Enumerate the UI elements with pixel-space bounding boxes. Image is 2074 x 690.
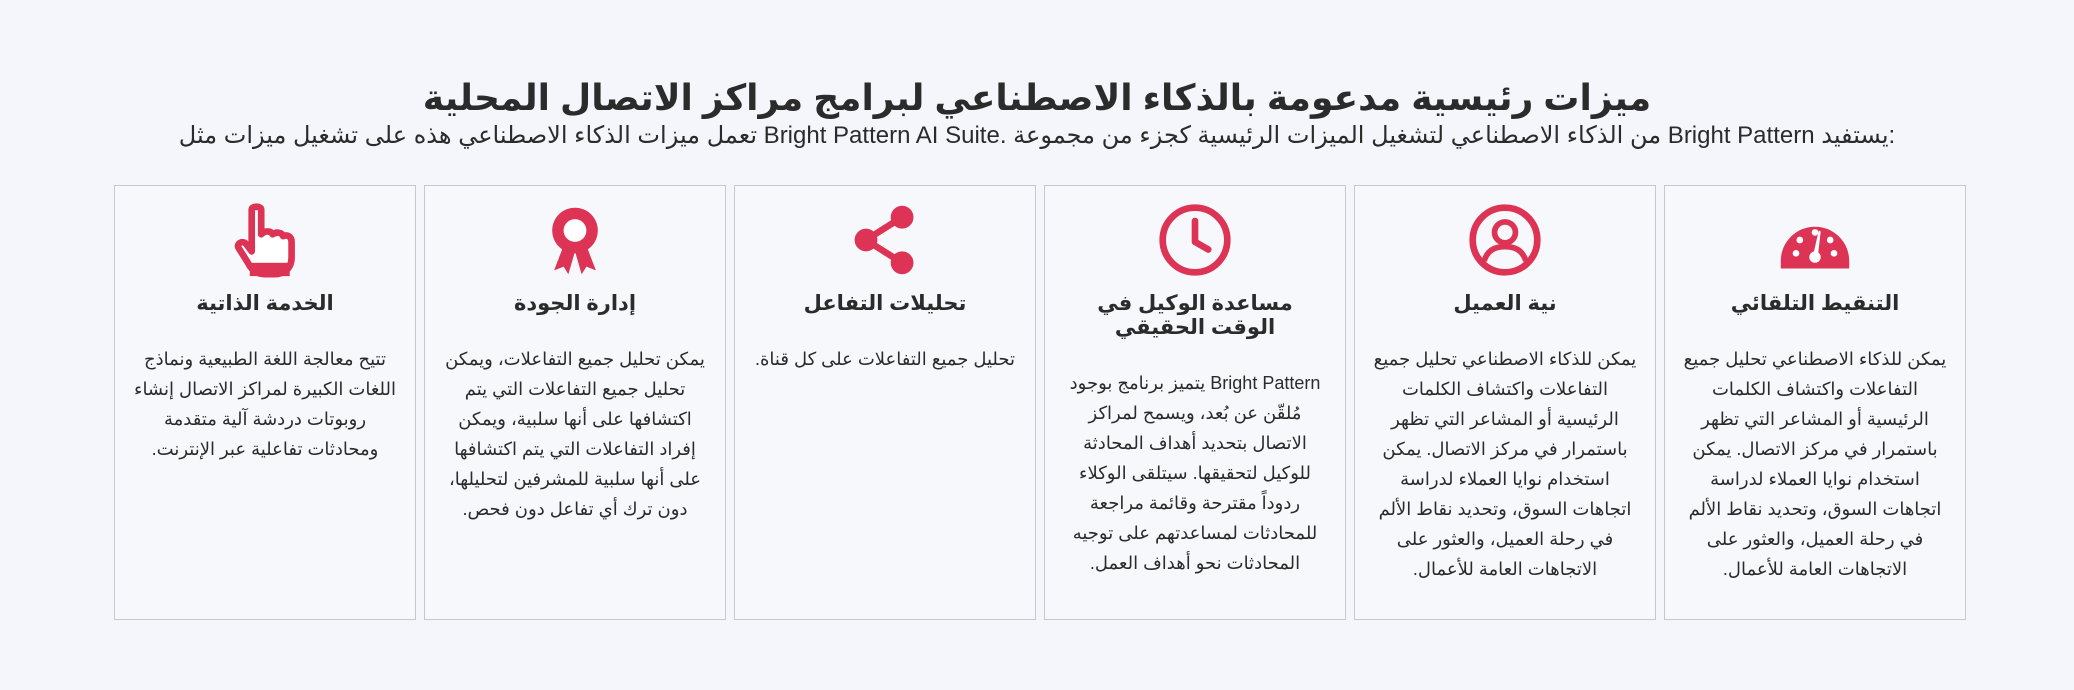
feature-description: Bright Pattern يتميز برنامج بوجود مُلقّن عن بُعد، ويسمح لمراكز الاتصال بتحديد أهداف المحادثة للوكيل لتحقيقها. سيتلقى الوكلاء ردوداً مقترحة وقائمة مراجعة للمحادثات لمساعدتهم على توجيه المحادثات نحو أهداف العمل. [1069,373,1321,574]
feature-cards [113,185,1966,620]
feature-title: الخدمة الذاتية [196,292,334,315]
pointing-hand-icon [227,202,303,278]
feature-title: إدارة الجودة [513,292,637,315]
clock-icon [1157,202,1233,278]
feature-description: يمكن للذكاء الاصطناعي تحليل جميع التفاعلات واكتشاف الكلمات الرئيسية أو المشاعر التي تظهر باستمرار في مركز الاتصال. يمكن استخدام نوايا العملاء لدراسة اتجاهات السوق، وتحديد نقاط الألم في رحلة العميل، والعثور على الاتجاهات العامة للأعمال. [1683,349,1947,580]
feature-card-customer-intent [1354,185,1656,620]
feature-title: مساعدة الوكيل في الوقت الحقيقي [1097,292,1293,340]
award-ribbon-icon [537,202,613,278]
feature-title: تحليلات التفاعل [803,292,967,315]
feature-description: تحليل جميع التفاعلات على كل قناة. [755,349,1015,370]
feature-card-quality-management [424,185,726,620]
page-subtitle: تعمل ميزات الذكاء الاصطناعي هذه على تشغيل ميزات مثل Bright Pattern AI Suite. من الذكاء الاصطناعي لتشغيل الميزات الرئيسية كجزء من مجموعة Bright Pattern يستفيد: [178,122,1896,149]
share-icon [847,202,923,278]
feature-description: يمكن تحليل جميع التفاعلات، ويمكن تحليل جميع التفاعلات التي يتم اكتشافها على أنها سلبية، ويمكن إفراد التفاعلات التي يتم اكتشافها على أنها سلبية للمشرفين لتحليلها، دون ترك أي تفاعل دون فحص. [445,349,705,520]
feature-title: نية العميل [1453,292,1557,315]
user-circle-icon [1467,202,1543,278]
page-title: ميزات رئيسية مدعومة بالذكاء الاصطناعي لبرامج مراكز الاتصال المحلية [422,77,1652,119]
feature-description: يمكن للذكاء الاصطناعي تحليل جميع التفاعلات واكتشاف الكلمات الرئيسية أو المشاعر التي تظهر باستمرار في مركز الاتصال. يمكن استخدام نوايا العملاء لدراسة اتجاهات السوق، وتحديد نقاط الألم في رحلة العميل، والعثور على الاتجاهات العامة للأعمال. [1373,349,1637,580]
feature-card-agent-assist [1044,185,1346,620]
feature-card-interaction-analytics [734,185,1036,620]
feature-card-auto-scoring [1664,185,1966,620]
feature-description: تتيح معالجة اللغة الطبيعية ونماذج اللغات الكبيرة لمراكز الاتصال إنشاء روبوتات دردشة آلية متقدمة ومحادثات تفاعلية عبر الإنترنت. [133,349,396,460]
speedometer-icon [1777,202,1853,278]
feature-title: التنقيط التلقائي [1730,292,1900,315]
feature-card-self-service [114,185,416,620]
